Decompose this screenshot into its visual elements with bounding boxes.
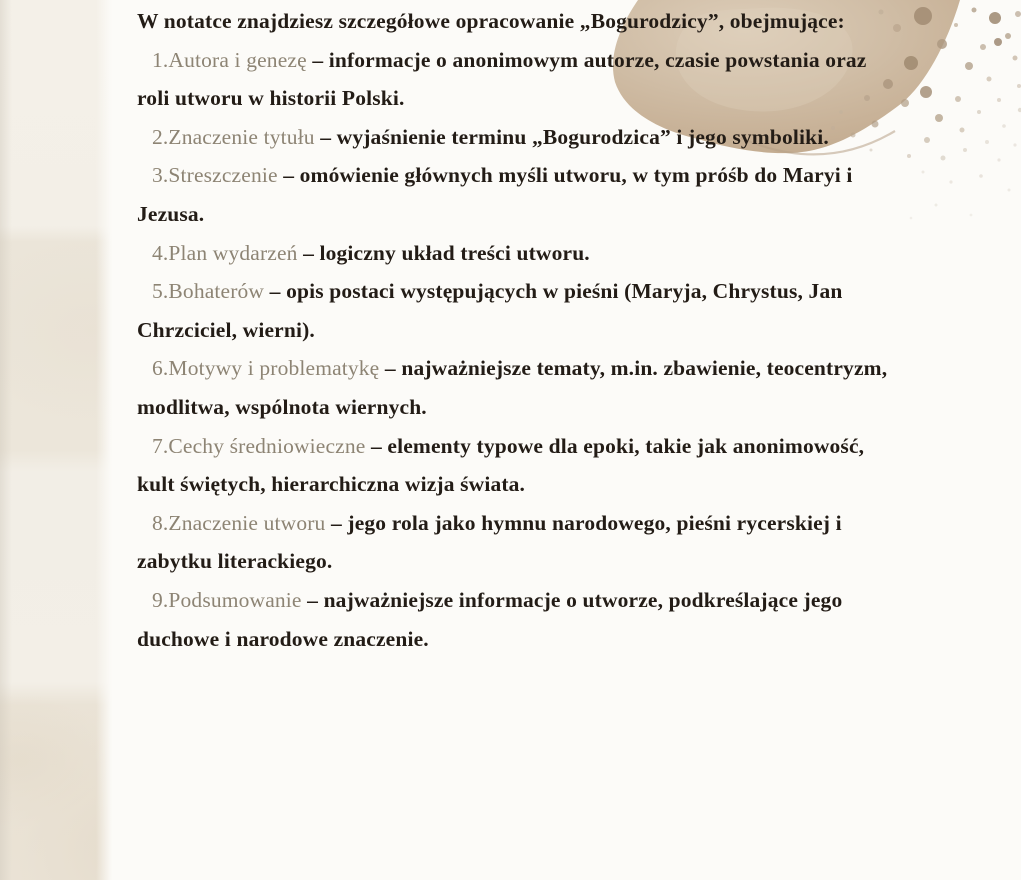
list-item-description: – jego rola jako hymnu narodowego, pieśni rycerskiej i zabytku literackiego. bbox=[137, 510, 842, 574]
list-item-2 bbox=[137, 118, 902, 157]
list-item-8 bbox=[137, 504, 902, 581]
list-item-description: – najważniejsze informacje o utworze, podkreślające jego duchowe i narodowe znaczenie. bbox=[137, 587, 843, 651]
list-item-description: – informacje o anonimowym autorze, czasie powstania oraz roli utworu w historii Polski. bbox=[137, 47, 867, 111]
list-item-description: – opis postaci występujących w pieśni (Maryja, Chrystus, Jan Chrzciciel, wierni). bbox=[137, 279, 843, 342]
intro-paragraph: W notatce znajdziesz szczegółowe opracowanie „Bogurodzicy”, obejmujące: bbox=[137, 9, 845, 33]
list-item-7 bbox=[137, 427, 902, 504]
list-item-term: 3.Streszczenie bbox=[152, 163, 278, 188]
list-item-9 bbox=[137, 581, 902, 658]
list-item-term: 9.Podsumowanie bbox=[152, 587, 302, 612]
list-item-term: 6.Motywy i problematykę bbox=[152, 356, 380, 381]
list-item-description: – omówienie głównych myśli utworu, w tym próśb do Maryi i Jezusa. bbox=[137, 163, 853, 226]
list-item-description: – wyjaśnienie terminu „Bogurodzica” i jego symboliki. bbox=[320, 124, 829, 149]
list-item-description: – elementy typowe dla epoki, takie jak anonimowość, kult świętych, hierarchiczna wizja świata. bbox=[137, 433, 865, 497]
list-item-term: 1.Autora i genezę bbox=[152, 47, 307, 72]
list-item-term: 4.Plan wydarzeń bbox=[152, 240, 298, 265]
left-watercolor-wash bbox=[0, 0, 112, 880]
list-item-term: 2.Znaczenie tytułu bbox=[152, 124, 315, 149]
list-item-term: 8.Znaczenie utworu bbox=[152, 510, 326, 535]
list-item-1 bbox=[137, 41, 902, 118]
list-item-6 bbox=[137, 349, 902, 426]
list-item-4 bbox=[137, 234, 902, 273]
list-item-description: – logiczny układ treści utworu. bbox=[303, 240, 590, 265]
list-item-description: – najważniejsze tematy, m.in. zbawienie, teocentryzm, modlitwa, wspólnota wiernych. bbox=[137, 356, 888, 419]
list-item-term: 7.Cechy średniowieczne bbox=[152, 433, 366, 458]
notes-content bbox=[137, 2, 902, 658]
list-item-3 bbox=[137, 156, 902, 233]
list-item-term: 5.Bohaterów bbox=[152, 279, 265, 304]
list-item-5 bbox=[137, 272, 902, 349]
